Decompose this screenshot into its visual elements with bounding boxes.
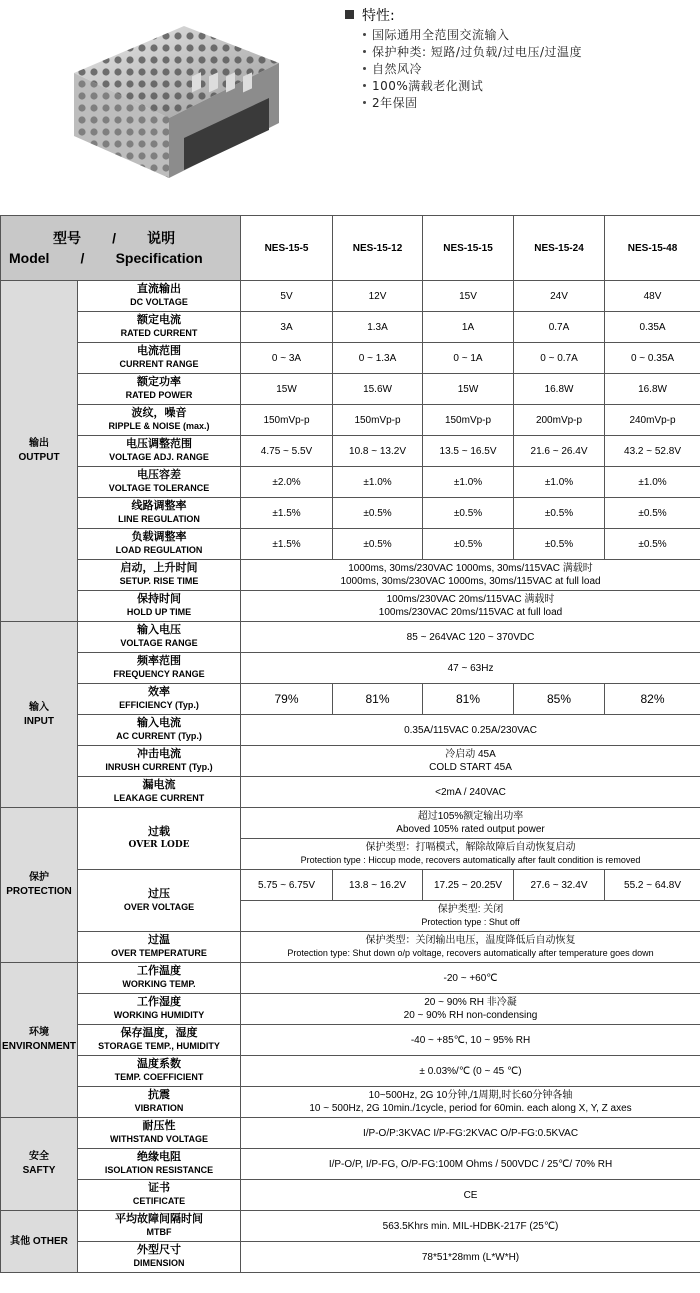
value-cell: 1.3A bbox=[333, 312, 423, 343]
value-cell: 85% bbox=[514, 684, 605, 715]
table-row bbox=[1, 591, 700, 622]
param-en: OVER TEMPERATURE bbox=[111, 948, 207, 958]
merged-value-cell bbox=[241, 839, 700, 870]
category-safety bbox=[1, 1118, 78, 1211]
param-zh: 波纹，噪音 bbox=[131, 407, 187, 419]
param-zh: 效率 bbox=[148, 686, 170, 698]
value-zh: 保护类型：关闭输出电压，温度降低后自动恢复 bbox=[365, 935, 576, 946]
value-cell: 0 ~ 3A bbox=[241, 343, 333, 374]
value-cell: 150mVp-p bbox=[333, 405, 423, 436]
param-en: SETUP. RISE TIME bbox=[119, 576, 199, 586]
param-zh: 额定电流 bbox=[137, 314, 181, 326]
table-row bbox=[1, 994, 700, 1025]
value-cell: ±2.0% bbox=[241, 467, 333, 498]
value-cell: 150mVp-p bbox=[423, 405, 514, 436]
table-row bbox=[1, 1149, 700, 1180]
param-cell bbox=[78, 529, 241, 560]
param-en: VOLTAGE RANGE bbox=[120, 638, 198, 648]
param-zh: 外型尺寸 bbox=[137, 1244, 181, 1256]
param-en: VOLTAGE TOLERANCE bbox=[108, 483, 210, 493]
param-en: DC VOLTAGE bbox=[130, 297, 188, 307]
param-en: OVER LODE bbox=[128, 839, 190, 850]
value-zh: 冷启动 45A bbox=[445, 749, 496, 760]
cat-zh: 环境 bbox=[29, 1027, 49, 1038]
param-zh: 输入电压 bbox=[137, 624, 181, 636]
param-en: WORKING HUMIDITY bbox=[113, 1010, 205, 1020]
value-cell: 200mVp-p bbox=[514, 405, 605, 436]
bullet-dot-icon bbox=[363, 67, 366, 70]
table-row bbox=[1, 1180, 700, 1211]
table-row bbox=[1, 312, 700, 343]
value-cell: 13.8 ~ 16.2V bbox=[333, 870, 423, 901]
param-cell bbox=[78, 312, 241, 343]
merged-value-cell bbox=[241, 746, 700, 777]
param-zh: 负载调整率 bbox=[131, 531, 187, 543]
cat-en: PROTECTION bbox=[6, 886, 72, 897]
cat-zh: 输入 bbox=[29, 701, 49, 713]
table-row bbox=[1, 498, 700, 529]
merged-value-cell: ± 0.03%/℃ (0 ~ 45 ℃) bbox=[241, 1056, 700, 1087]
param-en: TEMP. COEFFICIENT bbox=[114, 1072, 204, 1082]
param-zh: 温度系数 bbox=[137, 1058, 181, 1070]
feature-item bbox=[345, 61, 685, 78]
merged-value-cell: I/P-O/P, I/P-FG, O/P-FG:100M Ohms / 500VDC / 25℃/ 70% RH bbox=[241, 1149, 700, 1180]
param-cell bbox=[78, 870, 241, 932]
value-cell: 0.35A bbox=[605, 312, 700, 343]
top-section bbox=[0, 0, 700, 210]
cat-zh: 输出 bbox=[29, 438, 49, 449]
param-cell bbox=[78, 653, 241, 684]
param-en: VOLTAGE ADJ. RANGE bbox=[109, 452, 209, 462]
value-en: 20 ~ 90% RH non-condensing bbox=[403, 1010, 538, 1021]
value-en: 10 ~ 500Hz, 2G 10min./1cycle, period for 60min. each along X, Y, Z axes bbox=[309, 1103, 632, 1114]
value-cell: 13.5 ~ 16.5V bbox=[423, 436, 514, 467]
param-cell bbox=[78, 374, 241, 405]
value-zh: 保护类型：打嗝模式，解除故障后自动恢复启动 bbox=[365, 842, 576, 853]
merged-value-cell: 563.5Khrs min. MIL-HDBK-217F (25℃) bbox=[241, 1211, 700, 1242]
param-cell bbox=[78, 405, 241, 436]
value-cell: 0.7A bbox=[514, 312, 605, 343]
param-en: ISOLATION RESISTANCE bbox=[104, 1165, 214, 1175]
value-cell: 21.6 ~ 26.4V bbox=[514, 436, 605, 467]
param-zh: 工作温度 bbox=[137, 965, 181, 977]
value-cell: 81% bbox=[423, 684, 514, 715]
merged-value-cell bbox=[241, 560, 700, 591]
param-en: FREQUENCY RANGE bbox=[113, 669, 205, 679]
category-environment bbox=[1, 963, 78, 1118]
merged-value-cell: 85 ~ 264VAC 120 ~ 370VDC bbox=[241, 622, 700, 653]
table-row bbox=[1, 963, 700, 994]
merged-value-cell: 47 ~ 63Hz bbox=[241, 653, 700, 684]
value-cell: 0 ~ 1.3A bbox=[333, 343, 423, 374]
feature-item bbox=[345, 44, 685, 61]
param-zh: 频率范围 bbox=[137, 655, 181, 667]
param-en: AC CURRENT (Typ.) bbox=[116, 731, 202, 741]
merged-value-cell: 78*51*28mm (L*W*H) bbox=[241, 1242, 700, 1273]
value-cell: 3A bbox=[241, 312, 333, 343]
param-cell bbox=[78, 808, 241, 870]
merged-value-cell: I/P-O/P:3KVAC I/P-FG:2KVAC O/P-FG:0.5KVAC bbox=[241, 1118, 700, 1149]
category-other: 其他 OTHER bbox=[1, 1211, 78, 1273]
value-cell: 15W bbox=[423, 374, 514, 405]
category-protection bbox=[1, 808, 78, 963]
merged-value-cell bbox=[241, 901, 700, 932]
value-cell: 15W bbox=[241, 374, 333, 405]
cat-en: OUTPUT bbox=[18, 452, 60, 463]
header-row bbox=[1, 216, 700, 281]
bullet-dot-icon bbox=[363, 50, 366, 53]
table-row bbox=[1, 1025, 700, 1056]
param-cell bbox=[78, 622, 241, 653]
model-col: NES-15-5 bbox=[241, 216, 333, 281]
merged-value-cell bbox=[241, 591, 700, 622]
param-cell bbox=[78, 1180, 241, 1211]
param-en: STORAGE TEMP., HUMIDITY bbox=[98, 1041, 220, 1051]
features-title bbox=[345, 8, 685, 25]
merged-value-cell bbox=[241, 994, 700, 1025]
param-zh: 过压 bbox=[148, 887, 170, 900]
feature-text: 100%满载老化测试 bbox=[372, 79, 484, 93]
value-cell: 5.75 ~ 6.75V bbox=[241, 870, 333, 901]
table-row bbox=[1, 1056, 700, 1087]
value-cell: 1A bbox=[423, 312, 514, 343]
param-cell bbox=[78, 1118, 241, 1149]
param-zh: 证书 bbox=[148, 1182, 170, 1194]
value-cell: 17.25 ~ 20.25V bbox=[423, 870, 514, 901]
param-zh: 输入电流 bbox=[137, 717, 181, 729]
value-cell: ±1.0% bbox=[333, 467, 423, 498]
param-zh: 工作湿度 bbox=[137, 996, 181, 1008]
value-cell: 43.2 ~ 52.8V bbox=[605, 436, 700, 467]
param-zh: 电压调整范围 bbox=[126, 438, 192, 450]
table-row bbox=[1, 405, 700, 436]
param-en: CURRENT RANGE bbox=[119, 359, 199, 369]
param-zh: 直流输出 bbox=[137, 283, 181, 295]
value-cell: 16.8W bbox=[605, 374, 700, 405]
merged-value-cell: -40 ~ +85℃, 10 ~ 95% RH bbox=[241, 1025, 700, 1056]
feature-text: 国际通用全范围交流输入 bbox=[372, 28, 510, 42]
param-en: DIMENSION bbox=[133, 1258, 185, 1268]
param-zh: 启动，上升时间 bbox=[120, 562, 198, 574]
power-supply-product-image bbox=[64, 18, 284, 188]
value-en: Protection type : Hiccup mode, recovers automatically after fault condition is removed bbox=[300, 855, 641, 865]
table-row bbox=[1, 1118, 700, 1149]
model-col: NES-15-12 bbox=[333, 216, 423, 281]
table-row bbox=[1, 1211, 700, 1242]
table-row bbox=[1, 1087, 700, 1118]
table-row bbox=[1, 467, 700, 498]
table-row bbox=[1, 1242, 700, 1273]
table-row bbox=[1, 777, 700, 808]
model-col: NES-15-24 bbox=[514, 216, 605, 281]
merged-value-cell bbox=[241, 808, 700, 839]
param-zh: 冲击电流 bbox=[137, 748, 181, 760]
param-en: HOLD UP TIME bbox=[126, 607, 192, 617]
param-cell bbox=[78, 343, 241, 374]
feature-item bbox=[345, 78, 685, 95]
param-zh: 抗震 bbox=[148, 1089, 170, 1101]
feature-item bbox=[345, 27, 685, 44]
table-row bbox=[1, 746, 700, 777]
param-zh: 耐压性 bbox=[142, 1120, 176, 1132]
table-row bbox=[1, 529, 700, 560]
param-cell bbox=[78, 1087, 241, 1118]
value-zh: 10~500Hz, 2G 10分钟,/1周期,时长60分钟各轴 bbox=[368, 1090, 573, 1101]
value-cell: 4.75 ~ 5.5V bbox=[241, 436, 333, 467]
value-cell: ±0.5% bbox=[423, 498, 514, 529]
param-en: EFFICIENCY (Typ.) bbox=[119, 700, 199, 710]
param-en: VIBRATION bbox=[134, 1103, 184, 1113]
table-row bbox=[1, 560, 700, 591]
bullet-dot-icon bbox=[363, 84, 366, 87]
specification-table bbox=[0, 215, 700, 1273]
param-en: RIPPLE & NOISE (max.) bbox=[108, 421, 210, 431]
value-en: 100ms/230VAC 20ms/115VAC at full load bbox=[378, 607, 563, 618]
param-en: CETIFICATE bbox=[132, 1196, 186, 1206]
table-row bbox=[1, 343, 700, 374]
param-zh: 平均故障间隔时间 bbox=[115, 1213, 203, 1225]
value-cell: ±0.5% bbox=[333, 529, 423, 560]
value-cell: ±0.5% bbox=[423, 529, 514, 560]
table-row bbox=[1, 932, 700, 963]
merged-value-cell bbox=[241, 932, 700, 963]
feature-item bbox=[345, 95, 685, 112]
value-en: COLD START 45A bbox=[429, 762, 512, 773]
merged-value-cell: CE bbox=[241, 1180, 700, 1211]
model-col: NES-15-15 bbox=[423, 216, 514, 281]
feature-text: 保护种类: 短路/过负载/过电压/过温度 bbox=[372, 45, 582, 59]
value-en: Protection type: Shut down o/p voltage, recovers automatically after temperature goes down bbox=[287, 948, 654, 958]
value-cell: ±1.0% bbox=[423, 467, 514, 498]
param-cell bbox=[78, 963, 241, 994]
param-en: RATED CURRENT bbox=[120, 328, 198, 338]
merged-value-cell: 0.35A/115VAC 0.25A/230VAC bbox=[241, 715, 700, 746]
value-cell: 0 ~ 1A bbox=[423, 343, 514, 374]
param-cell bbox=[78, 994, 241, 1025]
param-zh: 绝缘电阻 bbox=[137, 1151, 181, 1163]
value-cell: 0 ~ 0.35A bbox=[605, 343, 700, 374]
feature-text: 2年保固 bbox=[372, 96, 418, 110]
param-zh: 电压容差 bbox=[137, 469, 181, 481]
value-cell: 15V bbox=[423, 281, 514, 312]
value-cell: 16.8W bbox=[514, 374, 605, 405]
value-cell: ±1.5% bbox=[241, 498, 333, 529]
value-cell: ±1.0% bbox=[514, 467, 605, 498]
merged-value-cell bbox=[241, 1087, 700, 1118]
param-en: LEAKAGE CURRENT bbox=[113, 793, 205, 803]
value-zh: 1000ms, 30ms/230VAC 1000ms, 30ms/115VAC 满载时 bbox=[348, 563, 593, 574]
table-row bbox=[1, 374, 700, 405]
value-cell: 240mVp-p bbox=[605, 405, 700, 436]
value-cell: 55.2 ~ 64.8V bbox=[605, 870, 700, 901]
param-cell bbox=[78, 1056, 241, 1087]
value-cell: 15.6W bbox=[333, 374, 423, 405]
bullet-square-icon bbox=[345, 10, 354, 19]
model-col: NES-15-48 bbox=[605, 216, 700, 281]
value-zh: 超过105%额定输出功率 bbox=[417, 811, 524, 822]
category-input bbox=[1, 622, 78, 808]
value-cell: ±0.5% bbox=[514, 498, 605, 529]
param-cell bbox=[78, 591, 241, 622]
value-cell: ±1.5% bbox=[241, 529, 333, 560]
param-cell bbox=[78, 1211, 241, 1242]
cat-en: INPUT bbox=[24, 715, 54, 727]
param-cell bbox=[78, 746, 241, 777]
table-row bbox=[1, 436, 700, 467]
param-cell bbox=[78, 467, 241, 498]
param-cell bbox=[78, 932, 241, 963]
value-cell: 24V bbox=[514, 281, 605, 312]
header-zh: 型号 / 说明 bbox=[53, 230, 176, 246]
table-row bbox=[1, 715, 700, 746]
param-cell bbox=[78, 1242, 241, 1273]
merged-value-cell: <2mA / 240VAC bbox=[241, 777, 700, 808]
param-cell bbox=[78, 715, 241, 746]
value-cell: ±0.5% bbox=[514, 529, 605, 560]
param-zh: 线路调整率 bbox=[131, 500, 187, 512]
param-cell bbox=[78, 777, 241, 808]
param-zh: 保存温度，湿度 bbox=[120, 1027, 198, 1039]
param-zh: 电流范围 bbox=[137, 345, 181, 357]
param-cell bbox=[78, 1149, 241, 1180]
param-cell bbox=[78, 436, 241, 467]
param-zh: 漏电流 bbox=[142, 779, 176, 791]
param-zh: 过温 bbox=[148, 934, 170, 946]
value-cell: 82% bbox=[605, 684, 700, 715]
features-box bbox=[345, 8, 685, 112]
param-en: LOAD REGULATION bbox=[115, 545, 203, 555]
value-cell: 5V bbox=[241, 281, 333, 312]
param-en: MTBF bbox=[146, 1227, 172, 1237]
cat-en: SAFTY bbox=[22, 1165, 56, 1176]
feature-text: 自然风冷 bbox=[372, 62, 423, 76]
value-zh: 100ms/230VAC 20ms/115VAC 满载时 bbox=[386, 594, 555, 605]
value-cell: 150mVp-p bbox=[241, 405, 333, 436]
value-cell: 81% bbox=[333, 684, 423, 715]
cat-zh: 安全 bbox=[29, 1151, 49, 1162]
value-cell: 10.8 ~ 13.2V bbox=[333, 436, 423, 467]
param-zh: 过载 bbox=[148, 825, 170, 838]
cat-en: ENVIRONMENT bbox=[2, 1041, 76, 1052]
param-cell bbox=[78, 560, 241, 591]
param-en: WITHSTAND VOLTAGE bbox=[110, 1134, 208, 1144]
category-output bbox=[1, 281, 78, 622]
table-row bbox=[1, 870, 700, 901]
param-en: LINE REGULATION bbox=[118, 514, 200, 524]
value-cell: ±1.0% bbox=[605, 467, 700, 498]
value-zh: 保护类型: 关闭 bbox=[437, 904, 504, 915]
value-en: Protection type : Shut off bbox=[421, 917, 520, 927]
merged-value-cell: -20 ~ +60℃ bbox=[241, 963, 700, 994]
table-row bbox=[1, 622, 700, 653]
value-en: 1000ms, 30ms/230VAC 1000ms, 30ms/115VAC at full load bbox=[340, 576, 601, 587]
table-row bbox=[1, 684, 700, 715]
value-cell: 27.6 ~ 32.4V bbox=[514, 870, 605, 901]
table-row bbox=[1, 653, 700, 684]
param-en: WORKING TEMP. bbox=[122, 979, 196, 989]
features-title-text: 特性: bbox=[362, 8, 395, 24]
model-spec-header bbox=[1, 216, 241, 281]
value-cell: 79% bbox=[241, 684, 333, 715]
value-cell: ±0.5% bbox=[605, 498, 700, 529]
bullet-dot-icon bbox=[363, 101, 366, 104]
value-cell: 48V bbox=[605, 281, 700, 312]
value-cell: ±0.5% bbox=[605, 529, 700, 560]
param-cell bbox=[78, 1025, 241, 1056]
param-cell bbox=[78, 498, 241, 529]
bullet-dot-icon bbox=[363, 33, 366, 36]
param-en: RATED POWER bbox=[125, 390, 193, 400]
param-en: OVER VOLTAGE bbox=[123, 901, 195, 912]
value-en: Aboved 105% rated output power bbox=[396, 824, 545, 835]
header-en: Model / Specification bbox=[9, 250, 203, 266]
param-cell bbox=[78, 281, 241, 312]
param-zh: 保持时间 bbox=[137, 593, 181, 605]
value-zh: 20 ~ 90% RH 非冷凝 bbox=[424, 997, 517, 1008]
cat-zh: 保护 bbox=[29, 872, 49, 883]
value-cell: ±0.5% bbox=[333, 498, 423, 529]
param-cell bbox=[78, 684, 241, 715]
param-en: INRUSH CURRENT (Typ.) bbox=[105, 762, 213, 772]
param-zh: 额定功率 bbox=[137, 376, 181, 388]
value-cell: 0 ~ 0.7A bbox=[514, 343, 605, 374]
value-cell: 12V bbox=[333, 281, 423, 312]
table-row bbox=[1, 808, 700, 839]
table-row bbox=[1, 281, 700, 312]
